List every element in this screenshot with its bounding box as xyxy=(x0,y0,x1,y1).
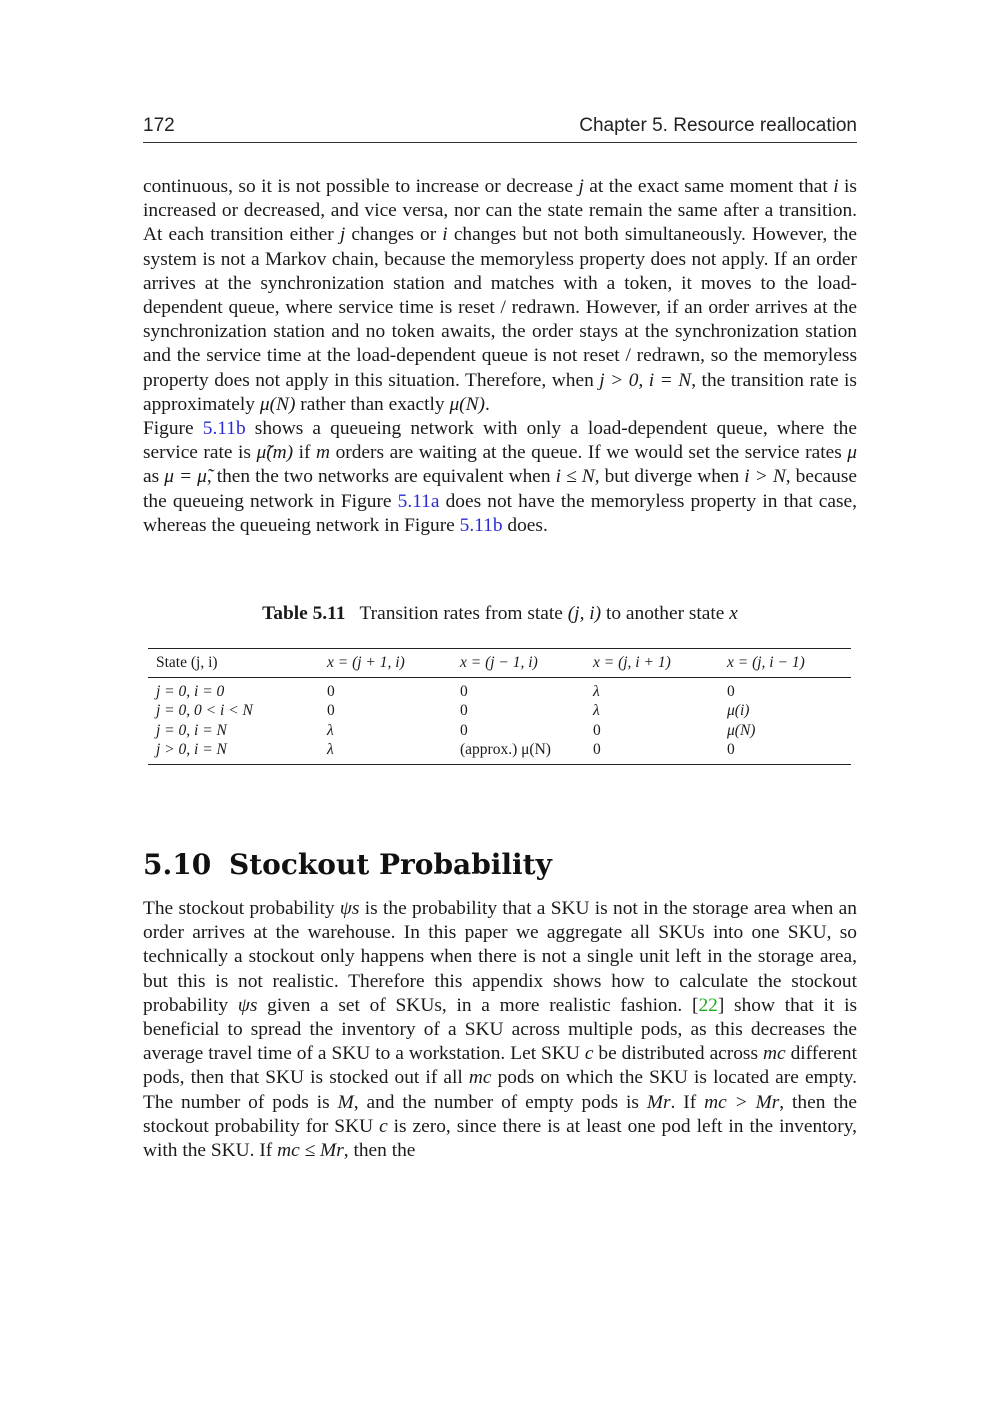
table-cell: λ xyxy=(327,721,334,739)
table-cell: 0 xyxy=(593,741,601,759)
table-row xyxy=(148,721,851,741)
figure-ref-link[interactable]: 5.11a xyxy=(397,490,440,512)
table-cell: j = 0, 0 < i < N xyxy=(156,702,253,720)
paragraph-markov: continuous, so it is not possible to increase or decrease j at the exact same moment that i is increased or decreased, and vice versa, nor can the state remain the same after a transition. At each transition either j changes or i changes but not both simultaneously. However, the system is not a Markov chain, because the memoryless property does not apply. If an order arrives at the synchronization station and matches with a token, it moves to the load-dependent queue, where service time is reset / redrawn. However, if an order arrives at the synchronization station and no token awaits, the order stays at the synchronization station and the service time at the load-dependent queue is not reset / redrawn, so the memoryless property does not apply in this situation. Therefore, when j > 0, i = N, the transition rate is approximately μ(N) rather than exactly μ(N). xyxy=(143,176,857,415)
column-header: x = (j, i − 1) xyxy=(727,654,805,671)
table-cell: λ xyxy=(327,741,334,759)
table-label: Table 5.11 xyxy=(262,603,346,624)
table-row xyxy=(148,741,851,765)
table-caption: Table 5.11 Transition rates from state (j, i) to another state x xyxy=(262,603,738,624)
table-cell: 0 xyxy=(727,741,735,759)
figure-ref-link[interactable]: 5.11b xyxy=(459,514,503,536)
figure-ref-link[interactable]: 5.11b xyxy=(202,418,246,440)
transition-rates-table xyxy=(148,648,851,765)
column-header: x = (j − 1, i) xyxy=(460,654,538,671)
table-cell: 0 xyxy=(460,721,468,739)
table-cell: (approx.) μ(N) xyxy=(460,741,551,759)
citation-link[interactable]: 22 xyxy=(698,994,718,1016)
section-heading xyxy=(143,848,552,881)
table-cell: j > 0, i = N xyxy=(156,741,227,759)
column-header: x = (j + 1, i) xyxy=(327,654,405,671)
table-cell: 0 xyxy=(460,682,468,700)
table-cell: j = 0, i = N xyxy=(156,721,227,739)
paragraph-stockout: The stockout probability ψs is the probability that a SKU is not in the storage area when an order arrives at the warehouse. In this paper we aggregate all SKUs into one SKU, so technically a stockout only happens when there is not a single unit left in the storage area, but this is not realistic. Therefore this appendix shows how to calculate the stockout probability ψs given a set of SKUs, in a more realistic fashion. [22] show that it is beneficial to spread the inventory of a SKU across multiple pods, as this decreases the average travel time of a SKU to a workstation. Let SKU c be distributed across mc different pods, then that SKU is stocked out if all mc pods on which the SKU is located are empty. The number of pods is M, and the number of empty pods is Mr. If mc > Mr, then the stockout probability for SKU c is zero, since there is at least one pod left in the inventory, with the SKU. If mc ≤ Mr, then the xyxy=(143,898,858,1162)
column-header: x = (j, i + 1) xyxy=(593,654,671,671)
table-cell: 0 xyxy=(727,682,735,700)
table-cell: 0 xyxy=(327,702,335,720)
table-row xyxy=(148,678,851,702)
table-cell: 0 xyxy=(593,721,601,739)
section-body xyxy=(143,897,857,1163)
table-cell: λ xyxy=(593,702,600,720)
paragraph-figure-5-11b: Figure 5.11b shows a queueing network with only a load-dependent queue, where the service rate is μ̃(m) if m orders are waiting at the queue. If we would set the service rates μ as μ = μ̃, then the two networks are equivalent when i ≤ N, but diverge when i > N, because the queueing network in Figure 5.11a does not have the memoryless property in that case, whereas the queueing network in Figure 5.11b does. xyxy=(143,418,858,536)
table-cell: μ(i) xyxy=(727,702,750,720)
table-cell: j = 0, i = 0 xyxy=(156,682,225,700)
table-row xyxy=(148,702,851,722)
table-cell: 0 xyxy=(460,702,468,720)
page-number: 172 xyxy=(143,115,175,136)
body-text-top xyxy=(143,175,857,538)
table-cell: μ(N) xyxy=(727,721,756,739)
running-title: Chapter 5. Resource reallocation xyxy=(579,115,857,136)
page-header xyxy=(143,114,857,143)
table-cell: λ xyxy=(593,682,600,700)
section-number: 5.10 xyxy=(143,848,212,881)
column-header: State (j, i) xyxy=(156,654,218,671)
table-header-row xyxy=(148,649,851,678)
section-title: Stockout Probability xyxy=(229,848,552,881)
table-cell: 0 xyxy=(327,682,335,700)
